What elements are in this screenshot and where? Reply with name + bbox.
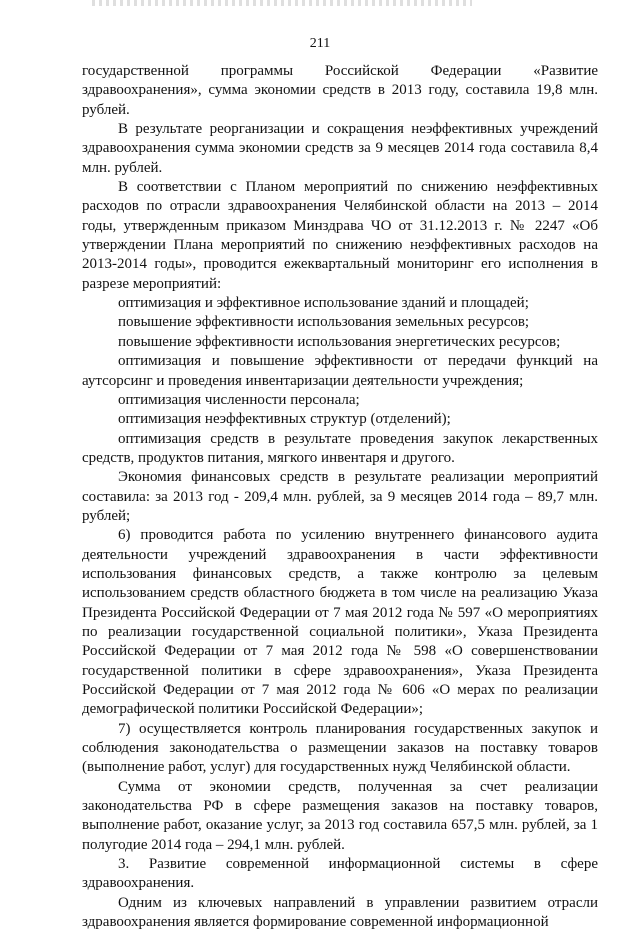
list-item: оптимизация неэффективных структур (отделений); bbox=[118, 411, 451, 428]
document-body bbox=[82, 62, 598, 932]
paragraph-item-6: 6) проводится работа по усилению внутреннего финансового аудита деятельности учреждений здравоохранения в части эффективности использования финансовых средств, а также контролю за целевым использованием средств областного бюджета в том числе на реализацию Указа Президента Российской Федерации от 7 мая 2012 года № 597 «О мероприятиях по реализации государственной социальной политики», Указа Президента Российской Федерации от 7 мая 2012 года № 598 «О совершенствовании государственной политики в сфере здравоохранения», Указа Президента Российской Федерации от 7 мая 2012 года № 606 «О мерах по реализации демографической политики Российской Федерации»; bbox=[82, 527, 598, 718]
paragraph-reorganization: В результате реорганизации и сокращения неэффективных учреждений здравоохранения сумма экономии средств за 9 месяцев 2014 года составила 8,4 млн. рублей. bbox=[82, 121, 598, 176]
paragraph-item-7: 7) осуществляется контроль планирования государственных закупок и соблюдения законодательства о размещении заказов на поставку товаров (выполнение работ, услуг) для государственных нужд Челябинской области. bbox=[82, 720, 598, 776]
list-item: повышение эффективности использования энергетических ресурсов; bbox=[118, 333, 561, 350]
list-item: оптимизация средств в результате проведения закупок лекарственных средств, продуктов питания, мягкого инвентаря и другого. bbox=[82, 430, 598, 466]
paragraph-continuation: государственной программы Российской Федерации «Развитие здравоохранения», сумма экономии средств в 2013 году, составила 19,8 млн. рублей. bbox=[82, 63, 598, 118]
paragraph-plan: В соответствии с Планом мероприятий по снижению неэффективных расходов по отрасли здравоохранения Челябинской области на 2013 – 2014 годы, утвержденным приказом Минздрава ЧО от 31.12.2013 г. № 2247 «Об утверждении Плана мероприятий по снижению неэффективных расходов на 2013-2014 годы», проводится ежеквартальный мониторинг его исполнения в разрезе мероприятий: bbox=[82, 179, 598, 292]
list-item: оптимизация и повышение эффективности от передачи функций на аутсорсинг и проведения инвентаризации деятельности учреждения; bbox=[82, 353, 598, 389]
list-item: оптимизация численности персонала; bbox=[118, 391, 360, 408]
page-number: 211 bbox=[309, 36, 331, 51]
paragraph-savings: Экономия финансовых средств в результате реализации мероприятий составила: за 2013 год - 209,4 млн. рублей, за 9 месяцев 2014 года – 89,7 млн. рублей; bbox=[82, 469, 598, 524]
list-item: повышение эффективности использования земельных ресурсов; bbox=[118, 314, 530, 331]
section-heading: 3. Развитие современной информационной системы в сфере здравоохранения. bbox=[82, 856, 598, 892]
list-item: оптимизация и эффективное использование зданий и площадей; bbox=[118, 295, 529, 312]
paragraph-procurement-savings: Сумма от экономии средств, полученная за счет реализации законодательства РФ в сфере размещения заказов на поставку товаров, выполнение работ, оказание услуг, за 2013 год составила 657,5 млн. рублей, за 1 полугодие 2014 года – 294,1 млн. рублей. bbox=[82, 778, 598, 853]
scan-artifact bbox=[92, 0, 472, 6]
paragraph-it-development: Одним из ключевых направлений в управлении развитием отрасли здравоохранения является формирование современной информационной bbox=[82, 894, 598, 931]
